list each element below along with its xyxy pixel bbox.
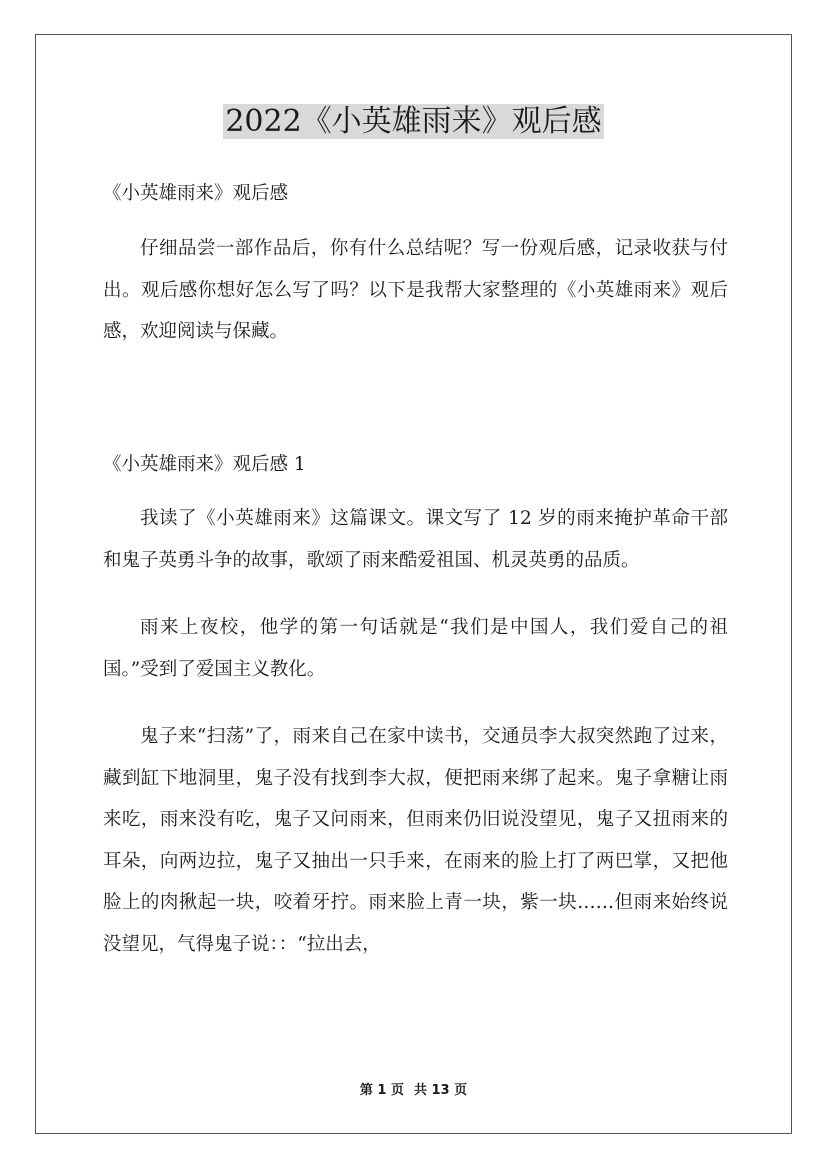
page-total: 共 13 页 <box>413 1083 468 1098</box>
body-paragraph-2: 雨来上夜校，他学的第一句话就是“我们是中国人，我们爱自己的祖国。”受到了爱国主义教化。 <box>103 617 728 680</box>
body-paragraph-1: 我读了《小英雄雨来》这篇课文。课文写了 12 岁的雨来掩护革命干部和鬼子英勇斗争的故事，歌颂了雨来酷爱祖国、机灵英勇的品质。 <box>103 508 728 571</box>
page-number: 第 1 页 <box>359 1083 404 1098</box>
page-footer <box>0 1082 827 1100</box>
document-title <box>0 100 827 144</box>
title-text: 2022《小英雄雨来》观后感 <box>225 104 602 139</box>
subtitle-heading: 《小英雄雨来》观后感 <box>103 183 289 204</box>
section-heading: 《小英雄雨来》观后感 1 <box>103 454 306 475</box>
intro-paragraph: 仔细品尝一部作品后，你有什么总结呢？写一份观后感，记录收获与付出。观后感你想好怎么写了吗？以下是我帮大家整理的《小英雄雨来》观后感，欢迎阅读与保藏。 <box>103 238 728 342</box>
body-paragraph-3: 鬼子来“扫荡”了，雨来自己在家中读书，交通员李大叔突然跑了过来，藏到缸下地洞里，鬼子没有找到李大叔，便把雨来绑了起来。鬼子拿糖让雨来吃，雨来没有吃，鬼子又问雨来，但雨来仍旧说没望见，鬼子又扭雨来的耳朵，向两边拉，鬼子又抽出一只手来，在雨来的脸上打了两巴掌，又把他脸上的肉揪起一块，咬着牙拧。雨来脸上青一块，紫一块……但雨来始终说没望见，气得鬼子说：：“拉出去， <box>103 726 728 955</box>
